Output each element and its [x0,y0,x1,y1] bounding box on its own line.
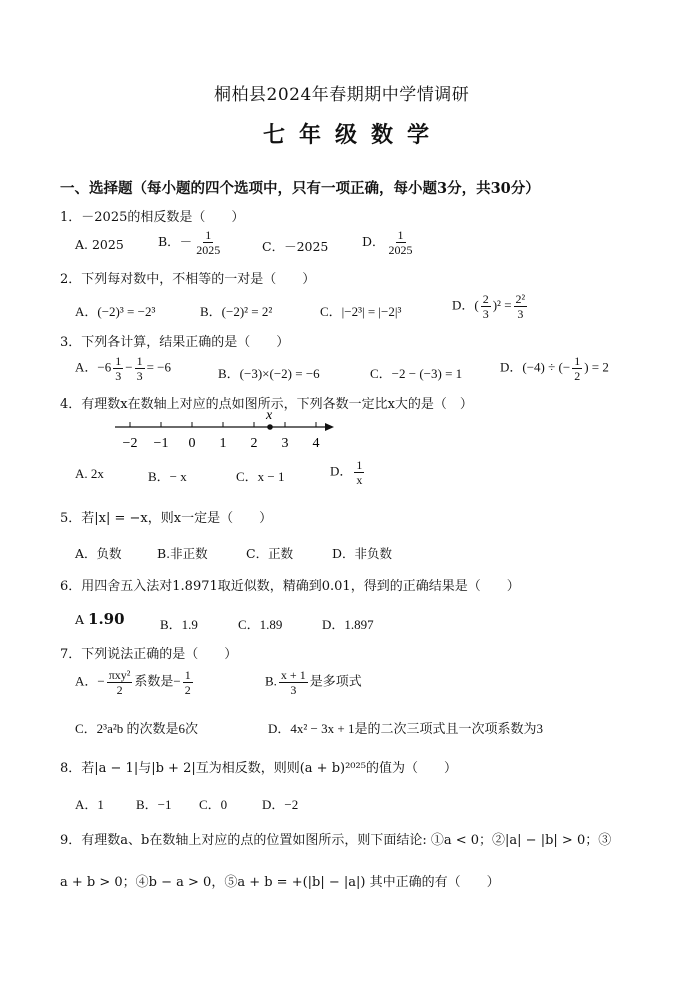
q2-option-c: C．|−2³| = |−2|³ [320,304,402,319]
number-line-tick-label: 0 [188,436,196,451]
q4-option-c: C．x − 1 [236,469,285,484]
q1-option-b: B．－ $\frac{1}{2025}$ [158,228,221,257]
question-2: 2．下列每对数中，不相等的一对是（ ） [60,272,316,287]
q4-option-a: A. 2x [75,466,104,481]
number-line-tick-label: −1 [153,436,169,451]
number-line-tick-label: 4 [312,436,320,451]
question-8: 8．若|a − 1|与|b + 2|互为相反数，则则(a + b)²⁰²⁵的值为（ ） [60,761,457,776]
q4-option-b: B．− x [148,469,187,484]
q2-option-d: D．( $\frac{2}{3}$ )² = $\frac{\text{2²}}{3}$ [452,292,526,321]
q2-option-b: B．(−2)² = 2² [200,304,273,319]
q6-option-d: D．1.897 [322,617,374,632]
q5-option-d: D．非负数 [332,546,393,561]
question-4: 4．有理数x在数轴上对应的点如图所示，下列各数一定比x大的是（ ） [60,397,473,412]
question-9-line-2: a + b > 0；④b − a > 0，⑤a + b = +(|b| − |a|) 其中正确的有（ ） [60,875,500,890]
q5-option-a: A．负数 [75,546,122,561]
question-7: 7．下列说法正确的是（ ） [60,647,238,662]
subject-title: 七年级数学 [263,122,444,148]
q5-option-c: C．正数 [246,546,294,561]
q3-option-a: A．−6 $\frac{1}{3}$ − $\frac{1}{3}$ = −6 [75,354,171,383]
q8-option-b: B．−1 [136,797,172,812]
point-x-label: x [266,408,273,423]
number-line-tick-label: 3 [281,436,289,451]
q7-option-a: A．− $\frac{\text{πxy²}}{2}$ 系数是− $\frac{1}{2}$ [75,668,191,697]
point-x [267,424,273,430]
q1-option-c: C．－2025 [262,239,329,254]
question-5: 5．若|x| = −x，则x一定是（ ） [60,511,273,526]
q5-option-b: B.非正数 [157,546,208,561]
q1-option-d: D． $\frac{1}{2025}$ [362,228,413,257]
exam-title: 桐柏县2024年春期期中学情调研 [214,85,470,105]
question-3: 3．下列各计算，结果正确的是（ ） [60,335,290,350]
q8-option-a: A．1 [75,797,104,812]
q7-option-c: C．2³a²b 的次数是6次 [75,721,198,736]
q3-option-d: D．(−4) ÷ (− $\frac{1}{2}$ ) = 2 [500,354,609,383]
number-line [110,405,340,455]
q3-option-c: C．−2 − (−3) = 1 [370,366,463,381]
number-line-tick-label: 2 [250,436,258,451]
q2-option-a: A．(−2)³ = −2³ [75,304,156,319]
question-9-line-1: 9．有理数a、b在数轴上对应的点的位置如图所示，则下面结论: ①a < 0；②|a| − |b| > 0；③ [60,833,612,848]
question-1: 1．－2025的相反数是（ ） [60,210,245,225]
q7-option-d: D．4x² − 3x + 1是的二次三项式且一次项系数为3 [268,721,543,736]
q6-option-c: C．1.89 [238,617,283,632]
section-heading: 一、选择题（每小题的四个选项中，只有一项正确，每小题3分，共30分） [60,180,540,197]
q6-option-b: B．1.9 [160,617,198,632]
question-6: 6．用四舍五入法对1.8971取近似数，精确到0.01，得到的正确结果是（ ） [60,579,520,594]
number-line-tick-label: −2 [122,436,138,451]
q4-option-d: D． $\frac{1}{x}$ [330,458,363,487]
q3-option-b: B．(−3)×(−2) = −6 [218,366,320,381]
number-line-tick-label: 1 [219,436,227,451]
q7-option-b: B. $\frac{x + 1}{3}$ 是多项式 [265,668,362,697]
q8-option-c: C．0 [199,797,228,812]
q1-option-a: A. 2025 [75,237,124,252]
q8-option-d: D．−2 [262,797,299,812]
q6-option-a: A 1.90 [75,610,125,628]
